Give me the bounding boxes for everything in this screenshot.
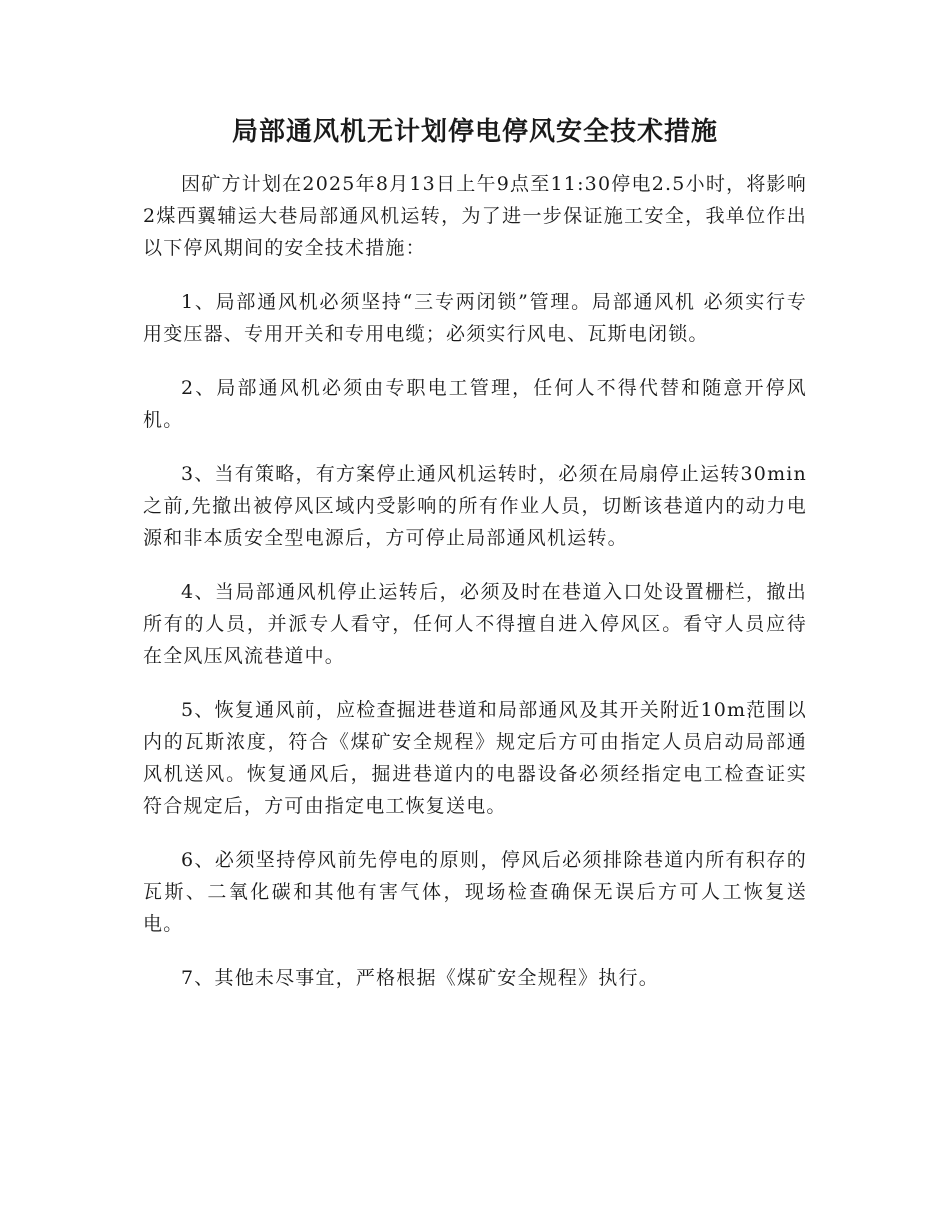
measure-item-4: 4、当局部通风机停止运转后，必须及时在巷道入口处设置栅栏，撤出所有的人员，并派专人看守，任何人不得擅自进入停风区。看守人员应待在全风压风流巷道中。 bbox=[143, 581, 807, 667]
document-body bbox=[143, 168, 807, 1016]
measure-item-7: 7、其他未尽事宜，严格根据《煤矿安全规程》执行。 bbox=[181, 967, 659, 989]
measure-item-5: 5、恢复通风前，应检查掘进巷道和局部通风及其开关附近10m范围以内的瓦斯浓度，符合《煤矿安全规程》规定后方可由指定人员启动局部通风机送风。恢复通风后，掘进巷道内的电器设备必须经指定电工检查证实符合规定后，方可由指定电工恢复送电。 bbox=[143, 699, 807, 817]
document-title: 局部通风机无计划停电停风安全技术措施 bbox=[231, 117, 718, 147]
measure-item-3: 3、当有策略，有方案停止通风机运转时，必须在局扇停止运转30min之前,先撤出被停风区域内受影响的所有作业人员，切断该巷道内的动力电源和非本质安全型电源后，方可停止局部通风机运转。 bbox=[143, 463, 807, 549]
measure-item-1: 1、局部通风机必须坚持“三专两闭锁”管理。局部通风机 必须实行专用变压器、专用开关和专用电缆；必须实行风电、瓦斯电闭锁。 bbox=[143, 291, 807, 345]
measure-item-2: 2、局部通风机必须由专职电工管理，任何人不得代替和随意开停风机。 bbox=[143, 377, 807, 431]
intro-paragraph: 因矿方计划在2025年8月13日上午9点至11:30停电2.5小时，将影响2煤西翼辅运大巷局部通风机运转，为了进一步保证施工安全，我单位作出以下停风期间的安全技术措施： bbox=[143, 173, 807, 259]
measure-item-6: 6、必须坚持停风前先停电的原则，停风后必须排除巷道内所有积存的瓦斯、二氧化碳和其他有害气体，现场检查确保无误后方可人工恢复送电。 bbox=[143, 849, 807, 935]
